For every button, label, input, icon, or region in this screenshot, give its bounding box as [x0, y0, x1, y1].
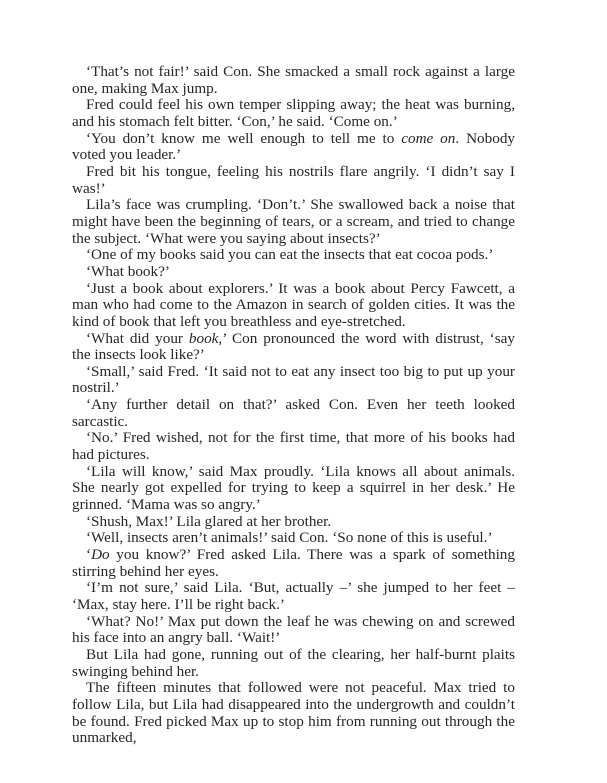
- emphasis-text: Do: [91, 546, 110, 564]
- paragraph: [72, 514, 515, 531]
- paragraph-text: Fred bit his tongue, feeling his nostrils flare angrily. ‘I didn’t say I was!’: [72, 162, 515, 197]
- paragraph-text: ‘One of my books said you can eat the insects that eat cocoa pods.’: [86, 246, 494, 264]
- paragraph-text: ‘I’m not sure,’ said Lila. ‘But, actually –’ she jumped to her feet – ‘Max, stay here. I’ll be right back.’: [72, 579, 515, 613]
- paragraph-text: ‘Lila will know,’ said Max proudly. ‘Lila knows all about animals. She nearly got expelled for trying to keep a squirrel in her desk.’ He grinned. ‘Mama was so angry.’: [72, 462, 515, 514]
- paragraph: [72, 197, 515, 247]
- paragraph-text: ‘No.’ Fred wished, not for the first time, that more of his books had had pictures.: [72, 429, 515, 464]
- paragraph-text: ,’ Con pronounced the word with distrust, ‘say the insects look like?’: [72, 329, 515, 364]
- paragraph-text: But Lila had gone, running out of the clearing, her half-burnt plaits swinging behind her.: [72, 645, 515, 680]
- paragraph: [72, 580, 515, 613]
- paragraph: [72, 281, 515, 331]
- paragraph-text: . Nobody voted you leader.’: [72, 129, 516, 164]
- paragraph: [72, 430, 515, 463]
- paragraph-text: ‘What? No!’ Max put down the leaf he was chewing on and screwed his face into an angry ball. ‘Wait!’: [72, 612, 515, 647]
- paragraph-text: you know?’ Fred asked Lila. There was a spark of something stirring behind her eyes.: [72, 546, 515, 580]
- paragraph: [72, 164, 515, 197]
- paragraph: [72, 331, 515, 364]
- paragraph-text: Lila’s face was crumpling. ‘Don’t.’ She swallowed back a noise that might have been the beginning of tears, or a scream, and tried to change the subject. ‘What were you saying about insects?’: [72, 196, 515, 247]
- paragraph: [72, 647, 515, 680]
- emphasis-text: book: [188, 329, 219, 347]
- paragraph-text: ‘Any further detail on that?’ asked Con. Even her teeth looked sarcastic.: [72, 396, 515, 430]
- paragraph: [72, 530, 515, 547]
- paragraph: [72, 397, 515, 430]
- paragraph-text: ‘That’s not fair!’ said Con. She smacked a small rock against a large one, making Max jump.: [72, 63, 515, 97]
- paragraph: [72, 97, 515, 130]
- paragraph-text: ‘Shush, Max!’ Lila glared at her brother.: [86, 512, 332, 530]
- paragraph-text: ‘What book?’: [86, 262, 170, 280]
- emphasis-text: come on: [401, 129, 456, 147]
- paragraph: [72, 464, 515, 514]
- paragraph: [72, 614, 515, 647]
- paragraph-text: The fifteen minutes that followed were not peaceful. Max tried to follow Lila, but Lila had disappeared into the undergrowth and couldn’t be found. Fred picked Max up to stop him from running out through the unmarked,: [72, 679, 515, 747]
- paragraph: [72, 264, 515, 281]
- paragraph-text: ‘: [86, 546, 92, 564]
- paragraph: [72, 547, 515, 580]
- paragraph-text: ‘Well, insects aren’t animals!’ said Con. ‘So none of this is useful.’: [86, 529, 493, 547]
- book-page-text: [72, 64, 515, 747]
- paragraph: [72, 247, 515, 264]
- paragraph: [72, 680, 515, 747]
- paragraph-text: ‘What did your: [86, 329, 189, 347]
- paragraph: [72, 64, 515, 97]
- paragraph-text: ‘You don’t know me well enough to tell me to: [86, 129, 402, 147]
- paragraph-text: Fred could feel his own temper slipping away; the heat was burning, and his stomach felt bitter. ‘Con,’ he said. ‘Come on.’: [72, 96, 515, 130]
- paragraph-text: ‘Small,’ said Fred. ‘It said not to eat any insect too big to put up your nostril.’: [72, 362, 515, 397]
- paragraph: [72, 131, 515, 164]
- paragraph: [72, 364, 515, 397]
- paragraph-text: ‘Just a book about explorers.’ It was a book about Percy Fawcett, a man who had come to the Amazon in search of golden cities. It was the kind of book that left you breathless and eye-stretched.: [72, 279, 515, 330]
